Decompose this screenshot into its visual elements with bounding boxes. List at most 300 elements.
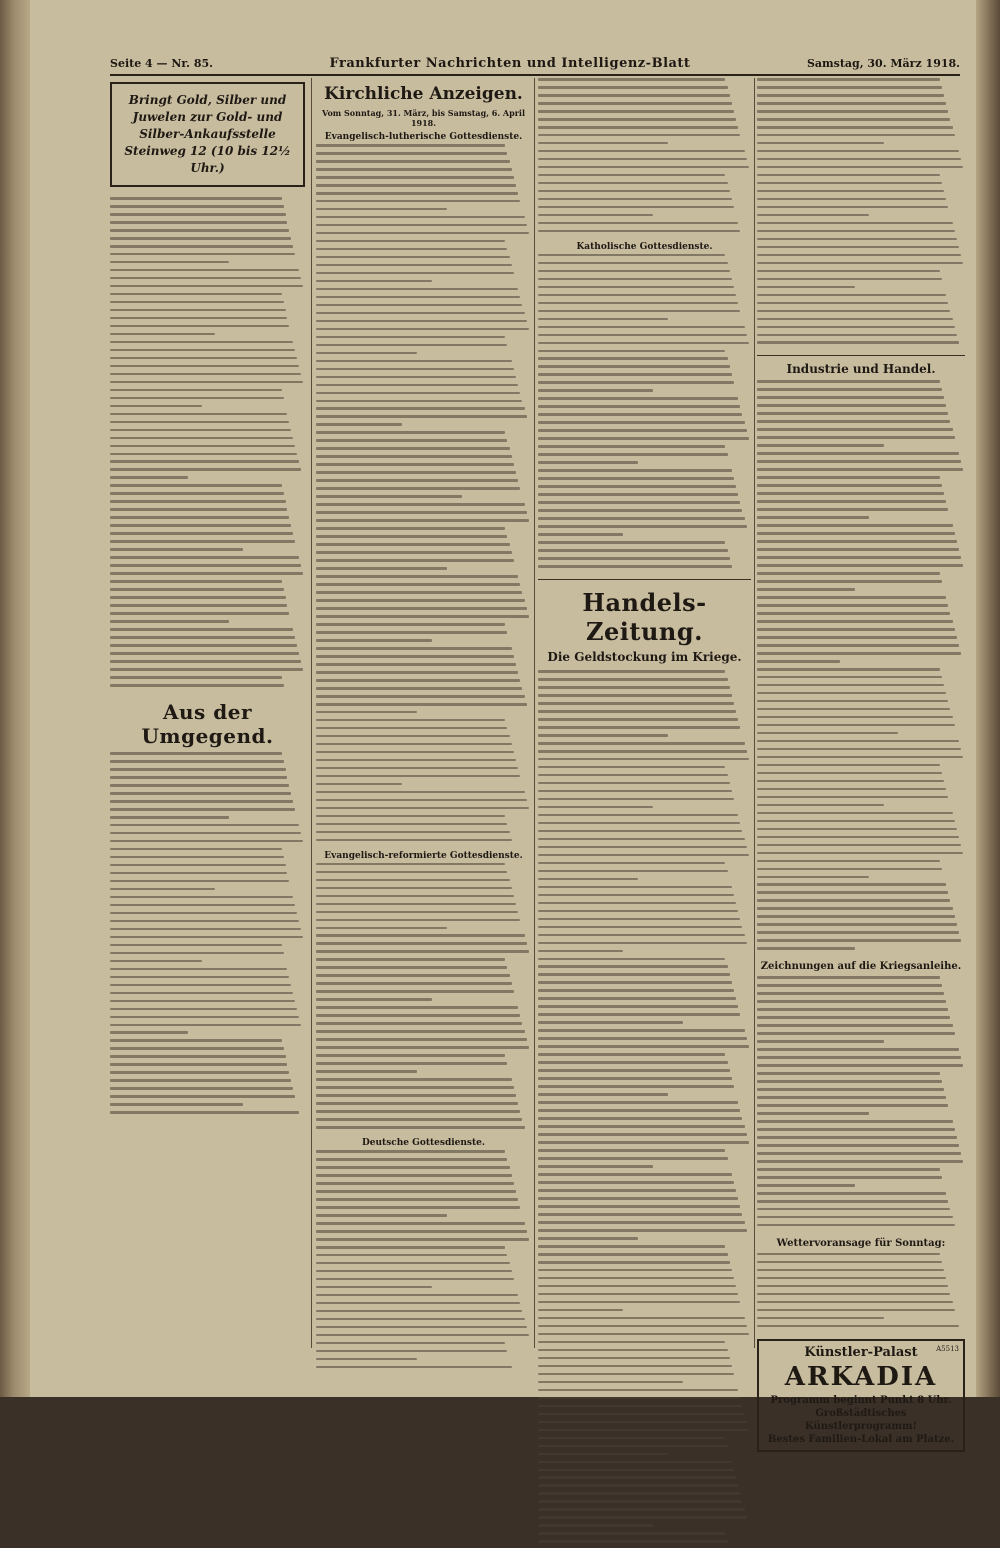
text-line [538, 469, 732, 472]
text-line [538, 118, 736, 121]
text-line [316, 1326, 527, 1329]
subheading-lutherisch: Evangelisch-lutherische Gottesdienste. [324, 132, 523, 142]
text-line [538, 958, 725, 961]
text-line [316, 160, 510, 163]
text-line [757, 230, 955, 233]
text-line [757, 206, 948, 209]
text-line [110, 896, 293, 899]
text-line [110, 1055, 286, 1058]
text-line [538, 782, 730, 785]
text-line [757, 468, 963, 471]
text-line [757, 716, 953, 719]
text-line [110, 492, 284, 495]
text-line [316, 942, 527, 945]
text-line [538, 862, 725, 865]
text-line [538, 1445, 728, 1448]
text-line [110, 808, 295, 811]
text-line [110, 277, 301, 280]
text-line [110, 349, 295, 352]
text-line [316, 471, 516, 474]
text-line [757, 804, 884, 807]
text-line [757, 380, 940, 383]
text-line [538, 493, 738, 496]
text-line [757, 524, 953, 527]
text-line [757, 198, 946, 201]
text-line [757, 844, 961, 847]
text-line [316, 192, 518, 195]
text-line [538, 1253, 728, 1256]
text-line [757, 1088, 944, 1091]
text-line [538, 1301, 740, 1304]
text-line [316, 623, 505, 626]
text-line [316, 479, 518, 482]
text-line [538, 1077, 732, 1080]
text-line [538, 878, 638, 881]
text-line [757, 652, 961, 655]
text-line [538, 1516, 747, 1519]
text-line [757, 1128, 955, 1131]
text-line [757, 1040, 884, 1043]
text-line [316, 783, 402, 786]
text-line [110, 660, 301, 663]
text-line [538, 94, 730, 97]
text-line [316, 1230, 527, 1233]
text-line [538, 102, 732, 105]
text-line [316, 535, 507, 538]
text-line [110, 484, 282, 487]
text-line [110, 968, 287, 971]
text-line [757, 1176, 942, 1179]
text-line [316, 863, 505, 866]
text-line [110, 684, 284, 687]
text-line [757, 118, 950, 121]
text-line [538, 1005, 738, 1008]
text-line [110, 976, 289, 979]
text-line [538, 254, 725, 257]
text-line [316, 655, 514, 658]
text-line [757, 404, 946, 407]
text-line [757, 668, 940, 671]
text-line [110, 864, 286, 867]
text-line [316, 1302, 520, 1305]
text-line [110, 285, 303, 288]
text-line [316, 1078, 512, 1081]
text-line [757, 286, 855, 289]
text-line [757, 1136, 957, 1139]
text-line [110, 644, 297, 647]
text-line [316, 288, 518, 291]
text-line [110, 1000, 295, 1003]
masthead [110, 52, 960, 76]
text-line [538, 997, 736, 1000]
text-line [757, 452, 959, 455]
text-line [110, 221, 287, 224]
text-line [538, 1165, 653, 1168]
column-3 [538, 78, 751, 1348]
text-line [110, 437, 293, 440]
text-line [538, 1389, 738, 1392]
text-line [757, 915, 955, 918]
text-line [757, 318, 953, 321]
text-line [757, 1269, 944, 1272]
subheading-deutsche: Deutsche Gottesdienste. [361, 1138, 486, 1149]
text-line [316, 447, 510, 450]
text-line [538, 453, 728, 456]
text-line [757, 939, 961, 942]
text-line [757, 684, 944, 687]
text-line [316, 1110, 520, 1113]
issue-date: Samstag, 30. März 1918. [806, 56, 960, 70]
text-line [110, 237, 291, 240]
text-line [110, 652, 299, 655]
text-line [538, 1508, 745, 1511]
text-line [538, 1149, 725, 1152]
text-line [538, 1061, 728, 1064]
text-line [757, 500, 946, 503]
text-line [757, 812, 953, 815]
text-line [110, 800, 293, 803]
text-line [538, 798, 734, 801]
text-line [757, 150, 959, 153]
divider [538, 579, 751, 580]
text-line [538, 1141, 749, 1144]
text-line [757, 796, 948, 799]
text-line [316, 990, 514, 993]
text-line [538, 838, 745, 841]
text-line [757, 548, 959, 551]
ad-text: Bringt Gold, Silber und Juwelen zur Gold- und Silber-Ankaufsstelle Steinweg 12 (10 bis 12½ Uhr.) [124, 93, 291, 175]
text-line [316, 200, 520, 203]
text-line [757, 516, 869, 519]
text-line [538, 270, 730, 273]
text-line [110, 872, 287, 875]
text-line [316, 767, 518, 770]
text-line [316, 559, 514, 562]
text-line [316, 934, 525, 937]
text-line [538, 357, 728, 360]
text-line [538, 894, 734, 897]
text-line [538, 150, 745, 153]
text-line [757, 564, 963, 567]
article-text-block [757, 78, 965, 349]
text-line [316, 1358, 417, 1361]
text-line [110, 580, 282, 583]
text-line [538, 1365, 732, 1368]
text-line [757, 1080, 942, 1083]
text-line [757, 931, 959, 934]
text-line [538, 726, 740, 729]
text-line [757, 1024, 953, 1027]
text-line [538, 525, 747, 528]
column-1 [110, 78, 305, 1348]
article-text-block [538, 670, 751, 1548]
text-line [538, 397, 738, 400]
text-line [316, 360, 512, 363]
text-line [757, 532, 955, 535]
text-line [316, 751, 514, 754]
text-line [757, 868, 942, 871]
text-line [316, 352, 417, 355]
text-line [538, 686, 730, 689]
text-line [757, 262, 963, 265]
text-line [757, 764, 940, 767]
text-line [538, 190, 730, 193]
text-line [316, 1118, 522, 1121]
text-line [110, 317, 287, 320]
text-line [538, 1469, 734, 1472]
text-line [538, 230, 740, 233]
text-line [110, 1039, 282, 1042]
text-line [538, 965, 728, 968]
text-line [316, 320, 527, 323]
text-line [757, 508, 948, 511]
text-line [538, 445, 725, 448]
text-line [316, 839, 512, 842]
text-line [110, 596, 286, 599]
text-line [316, 1286, 432, 1289]
text-line [757, 1285, 948, 1288]
text-line [538, 405, 740, 408]
text-line [538, 1277, 734, 1280]
text-line [316, 1310, 522, 1313]
text-line [316, 966, 507, 969]
text-line [538, 678, 728, 681]
text-line [538, 1101, 738, 1104]
text-line [757, 1104, 948, 1107]
text-line [316, 982, 512, 985]
text-line [110, 389, 282, 392]
text-line [110, 936, 303, 939]
text-line [316, 703, 527, 706]
text-line [316, 495, 462, 498]
text-line [757, 1192, 946, 1195]
text-line [316, 1350, 507, 1353]
text-line [538, 389, 653, 392]
text-line [316, 695, 525, 698]
text-line [757, 1000, 946, 1003]
text-line [316, 407, 525, 410]
text-line [757, 102, 946, 105]
text-line [110, 213, 286, 216]
text-line [316, 280, 432, 283]
text-line [538, 262, 728, 265]
text-line [110, 1024, 301, 1027]
text-line [538, 718, 738, 721]
text-line [316, 799, 527, 802]
text-line [538, 1357, 730, 1360]
text-line [110, 333, 215, 336]
text-line [538, 1429, 749, 1432]
text-line [757, 748, 961, 751]
text-line [538, 989, 734, 992]
text-line [110, 365, 299, 368]
text-line [316, 1206, 520, 1209]
text-line [757, 636, 957, 639]
text-line [110, 381, 303, 384]
text-line [757, 700, 948, 703]
text-line [538, 1117, 742, 1120]
text-line [538, 1397, 740, 1400]
text-line [110, 421, 289, 424]
newspaper-title: Frankfurter Nachrichten und Intelligenz-Blatt [329, 55, 691, 71]
text-line [538, 477, 734, 480]
text-line [757, 1016, 950, 1019]
text-line [316, 1062, 507, 1065]
text-line [757, 1032, 955, 1035]
text-line [538, 1540, 728, 1543]
text-line [110, 500, 286, 503]
text-line [110, 532, 293, 535]
text-line [757, 1301, 953, 1304]
text-line [316, 439, 507, 442]
text-line [316, 336, 505, 339]
text-line [316, 1366, 512, 1369]
text-line [316, 567, 447, 570]
text-line [538, 702, 734, 705]
text-line [538, 1285, 736, 1288]
text-line [538, 326, 745, 329]
text-line [316, 1254, 507, 1257]
subheading-katholisch: Katholische Gottesdienste. [576, 241, 713, 252]
text-line [538, 734, 668, 737]
column-4 [757, 78, 965, 1445]
dateline: Vom Sonntag, 31. März, bis Samstag, 6. April 1918. [321, 108, 526, 128]
text-line [316, 775, 520, 778]
text-line [757, 1120, 953, 1123]
text-line [110, 261, 229, 264]
text-line [757, 692, 946, 695]
text-line [538, 1245, 725, 1248]
column-rule [311, 78, 312, 1348]
text-line [316, 1014, 520, 1017]
text-line [316, 168, 512, 171]
arkadia-ad [757, 1339, 965, 1452]
column-rule [754, 78, 755, 1348]
text-line [757, 214, 869, 217]
text-line [316, 591, 522, 594]
article-text-block [110, 752, 305, 1119]
text-line [757, 708, 950, 711]
text-line [538, 78, 725, 81]
text-line [316, 1278, 514, 1281]
article-title-geldstockung: Die Geldstockung im Kriege. [547, 650, 742, 665]
text-line [757, 556, 961, 559]
text-line [757, 1309, 955, 1312]
text-line [757, 984, 942, 987]
text-line [538, 461, 638, 464]
text-line [316, 791, 525, 794]
text-line [538, 373, 732, 376]
text-line [316, 1022, 522, 1025]
text-line [110, 524, 291, 527]
text-line [538, 758, 749, 761]
text-line [316, 887, 512, 890]
text-line [110, 357, 297, 360]
text-line [757, 166, 963, 169]
text-line [538, 710, 736, 713]
text-line [316, 1070, 417, 1073]
text-line [538, 1269, 732, 1272]
text-line [538, 1453, 668, 1456]
text-line [316, 1190, 516, 1193]
text-line [316, 647, 512, 650]
text-line [757, 828, 957, 831]
text-line [110, 556, 299, 559]
text-line [316, 911, 518, 914]
text-line [757, 572, 940, 575]
text-line [538, 565, 732, 568]
text-line [538, 886, 732, 889]
text-line [757, 1168, 940, 1171]
text-line [316, 998, 432, 1001]
text-line [538, 126, 738, 129]
text-line [757, 628, 955, 631]
text-line [110, 1111, 299, 1114]
text-line [757, 254, 961, 257]
text-line [110, 341, 293, 344]
text-line [538, 158, 747, 161]
text-line [316, 519, 529, 522]
text-line [110, 1047, 284, 1050]
text-line [316, 919, 520, 922]
text-line [110, 904, 295, 907]
text-line [757, 1216, 953, 1219]
text-line [110, 548, 243, 551]
text-line [757, 1184, 855, 1187]
text-line [538, 286, 734, 289]
text-line [316, 376, 516, 379]
text-line [316, 903, 516, 906]
text-line [538, 86, 728, 89]
text-line [316, 1182, 514, 1185]
text-line [110, 516, 289, 519]
text-line [757, 78, 940, 81]
text-line [538, 134, 740, 137]
text-line [110, 1095, 295, 1098]
text-line [538, 670, 725, 673]
text-line [110, 628, 293, 631]
text-line [110, 1063, 287, 1066]
text-line [757, 1224, 955, 1227]
text-line [538, 421, 745, 424]
text-line [538, 1173, 732, 1176]
text-line [316, 431, 505, 434]
text-line [110, 912, 297, 915]
gold-ankauf-ad [110, 82, 305, 187]
text-line [316, 1222, 525, 1225]
text-line [538, 694, 732, 697]
text-line [757, 852, 963, 855]
text-line [316, 974, 510, 977]
text-line [757, 190, 944, 193]
section-heading-kirchliche: Kirchliche Anzeigen. [324, 84, 523, 104]
text-line [316, 232, 529, 235]
text-line [757, 126, 953, 129]
text-line [757, 740, 959, 743]
text-line [316, 711, 417, 714]
text-line [538, 1029, 745, 1032]
text-line [757, 238, 957, 241]
text-line [316, 1006, 518, 1009]
text-line [538, 1373, 734, 1376]
text-line [110, 429, 291, 432]
text-line [110, 325, 289, 328]
text-line [757, 580, 942, 583]
text-line [757, 460, 961, 463]
text-line [757, 492, 944, 495]
text-line [757, 86, 942, 89]
text-line [757, 412, 948, 415]
